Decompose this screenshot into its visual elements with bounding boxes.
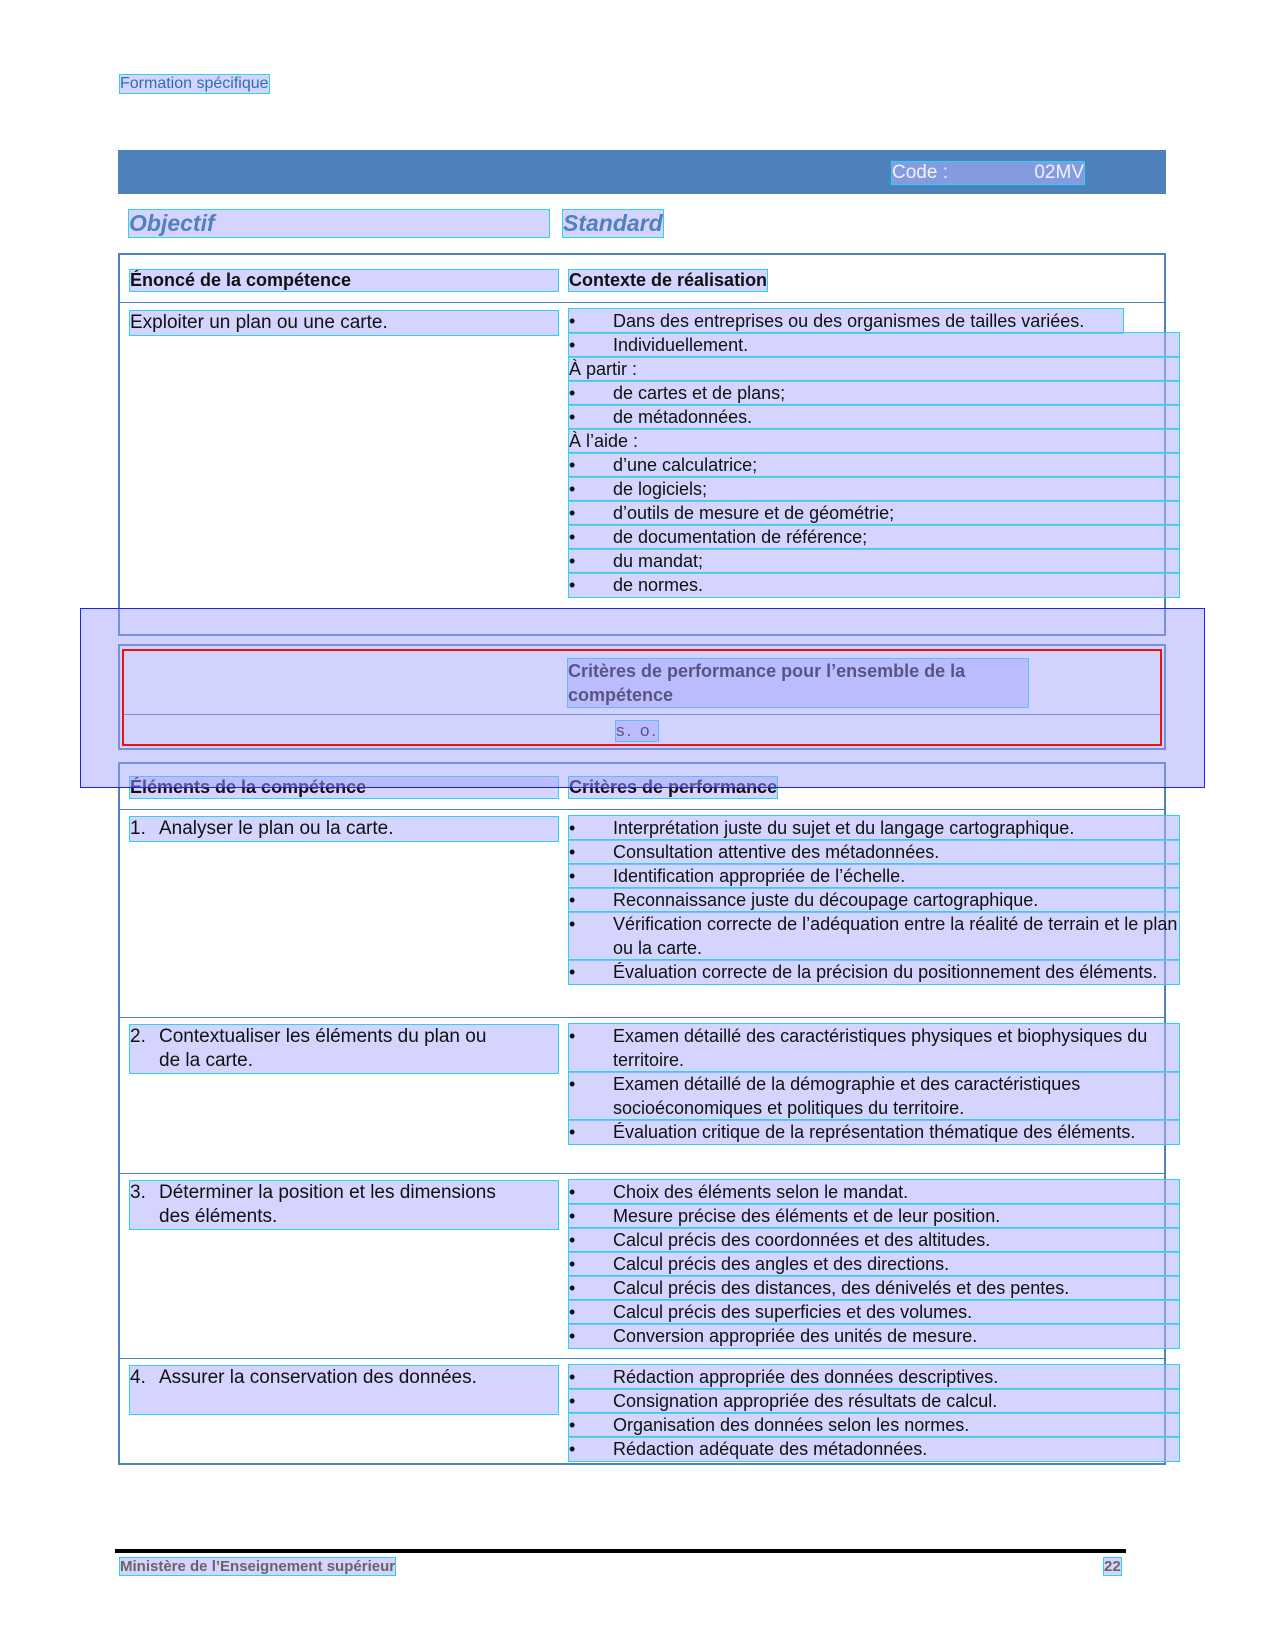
footer-rule [115, 1549, 1126, 1553]
criterion-item: • Conversion appropriée des unités de mesure. [569, 1324, 1179, 1348]
criterion-item: • Calcul précis des superficies et des volumes. [569, 1300, 1179, 1324]
criterion-item: • Reconnaissance juste du découpage cartographique. [569, 888, 1179, 912]
criteria-list [569, 1180, 1179, 1348]
context-item: • d’outils de mesure et de géométrie; [569, 501, 1179, 525]
context-item: • d’une calculatrice; [569, 453, 1179, 477]
running-header: Formation spécifique [120, 75, 269, 92]
element-number: 4. [130, 1367, 146, 1388]
header-criteres: Critères de performance [569, 777, 778, 797]
criterion-item: • Évaluation correcte de la précision du positionnement des éléments. [569, 960, 1179, 984]
criterion-item: • Calcul précis des coordonnées et des altitudes. [569, 1228, 1179, 1252]
criterion-item: • Interprétation juste du sujet et du langage cartographique. [569, 816, 1179, 840]
element-number: 2. [130, 1026, 146, 1047]
criteria-list [569, 1024, 1179, 1144]
element-row [120, 1358, 1164, 1467]
context-item: • de logiciels; [569, 477, 1179, 501]
criterion-item: • Calcul précis des angles et des directions. [569, 1252, 1179, 1276]
criteria-list [569, 1365, 1179, 1461]
context-list [569, 309, 1179, 597]
performance-overall-heading: Critères de performance pour l’ensemble de la compétence [568, 659, 1028, 707]
context-item: • de cartes et de plans; [569, 381, 1179, 405]
context-header-row [120, 255, 1164, 302]
code-label: Code : [892, 162, 948, 183]
element-row [120, 809, 1178, 1017]
context-item: • Individuellement. [569, 333, 1179, 357]
performance-overall-value: s. o. [616, 721, 659, 740]
element-row [120, 1173, 1164, 1358]
code-value: 02MV [1034, 162, 1084, 183]
criterion-item: • Évaluation critique de la représentation thématique des éléments. [569, 1120, 1179, 1144]
criterion-item: • Consignation appropriée des résultats de calcul. [569, 1389, 1179, 1413]
criterion-item: • Examen détaillé des caractéristiques physiques et biophysiques du territoire. [569, 1024, 1179, 1072]
criterion-item: • Rédaction adéquate des métadonnées. [569, 1437, 1179, 1461]
header-elements: Éléments de la compétence [130, 777, 558, 798]
criterion-item: • Consultation attentive des métadonnées. [569, 840, 1179, 864]
footer-ministry: Ministère de l’Enseignement supérieur [120, 1558, 396, 1575]
element-number: 3. [130, 1182, 146, 1203]
header-enonce: Énoncé de la compétence [130, 270, 558, 291]
elements-rows [120, 809, 1178, 1467]
element-label: Contextualiser les éléments du plan ou de la carte. [159, 1026, 487, 1071]
code-line [892, 162, 1084, 184]
element-label: Assurer la conservation des données. [159, 1367, 477, 1388]
element-label: Analyser le plan ou la carte. [159, 818, 394, 839]
context-table [118, 253, 1166, 636]
criterion-item: • Vérification correcte de l’adéquation entre la réalité de terrain et le plan ou la carte. [569, 912, 1179, 960]
context-item: À l’aide : [569, 429, 1179, 453]
context-item: • de documentation de référence; [569, 525, 1179, 549]
context-item: • de métadonnées. [569, 405, 1179, 429]
criterion-item: • Calcul précis des distances, des dénivelés et des pentes. [569, 1276, 1179, 1300]
context-body-row [120, 302, 1164, 633]
element-text [130, 817, 558, 841]
criterion-item: • Rédaction appropriée des données descriptives. [569, 1365, 1179, 1389]
element-label: Déterminer la position et les dimensions des éléments. [159, 1182, 496, 1227]
element-text [130, 1025, 558, 1073]
element-number: 1. [130, 818, 146, 839]
standard-label: Standard [563, 210, 663, 236]
element-text [130, 1181, 558, 1229]
context-item: • Dans des entreprises ou des organismes de tailles variées. [569, 309, 1123, 333]
header-contexte: Contexte de réalisation [569, 270, 768, 290]
criteria-list [569, 816, 1179, 984]
objectif-label: Objectif [129, 210, 549, 237]
footer-page-number: 22 [1104, 1558, 1121, 1575]
element-row [120, 1017, 1164, 1173]
context-item: • du mandat; [569, 549, 1179, 573]
criterion-item: • Examen détaillé de la démographie et des caractéristiques socioéconomiques et politiques du territoire. [569, 1072, 1179, 1120]
criterion-item: • Choix des éléments selon le mandat. [569, 1180, 1179, 1204]
element-text [130, 1366, 558, 1414]
context-item: À partir : [569, 357, 1179, 381]
criterion-item: • Mesure précise des éléments et de leur position. [569, 1204, 1179, 1228]
highlight-frame [122, 649, 1162, 746]
elements-table [118, 762, 1178, 1465]
criterion-item: • Identification appropriée de l’échelle. [569, 864, 1179, 888]
context-item: • de normes. [569, 573, 1179, 597]
criterion-item: • Organisation des données selon les normes. [569, 1413, 1179, 1437]
competence-statement: Exploiter un plan ou une carte. [130, 311, 558, 335]
